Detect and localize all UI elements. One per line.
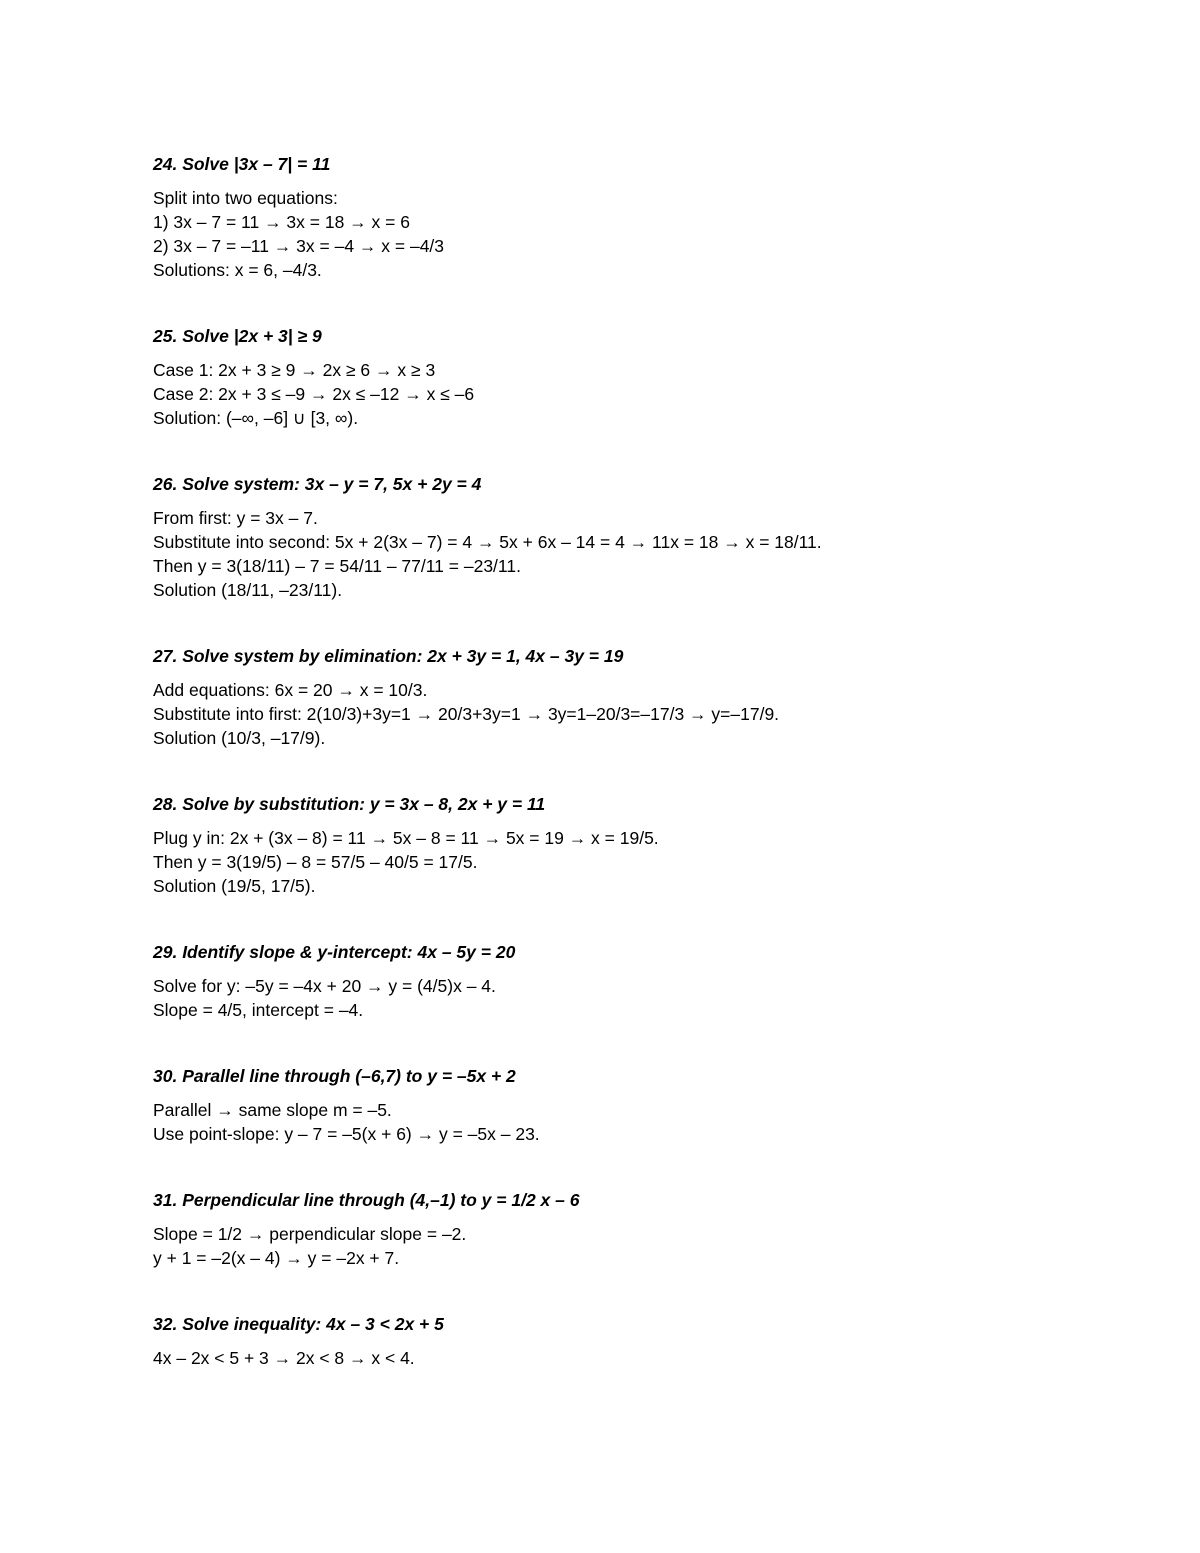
solution-line: 1) 3x – 7 = 11 → 3x = 18 → x = 6 — [153, 212, 410, 232]
spacer — [153, 602, 1153, 644]
spacer — [153, 750, 1153, 792]
problem-heading: 26. Solve system: 3x – y = 7, 5x + 2y = 4 — [153, 474, 482, 494]
solution-line: Then y = 3(19/5) – 8 = 57/5 – 40/5 = 17/5. — [153, 852, 478, 872]
solution-line: 4x – 2x < 5 + 3 → 2x < 8 → x < 4. — [153, 1348, 415, 1368]
solution-line: Solve for y: –5y = –4x + 20 → y = (4/5)x – 4. — [153, 976, 496, 996]
solution-line: Plug y in: 2x + (3x – 8) = 11 → 5x – 8 = 11 → 5x = 19 → x = 19/5. — [153, 828, 659, 848]
solution-line: Parallel → same slope m = –5. — [153, 1100, 392, 1120]
solution-line: Substitute into second: 5x + 2(3x – 7) = 4 → 5x + 6x – 14 = 4 → 11x = 18 → x = 18/11. — [153, 532, 822, 552]
problem-29 — [153, 940, 1153, 1022]
solution-line: Solution: (–∞, –6] ∪ [3, ∞). — [153, 408, 359, 428]
problem-heading: 24. Solve |3x – 7| = 11 — [153, 154, 331, 174]
problem-heading: 28. Solve by substitution: y = 3x – 8, 2x + y = 11 — [153, 794, 546, 814]
solution-line: Solution (18/11, –23/11). — [153, 580, 343, 600]
problem-heading: 29. Identify slope & y-intercept: 4x – 5y = 20 — [153, 942, 516, 962]
solution-line: Substitute into first: 2(10/3)+3y=1 → 20/3+3y=1 → 3y=1–20/3=–17/3 → y=–17/9. — [153, 704, 780, 724]
spacer — [153, 1270, 1153, 1312]
problem-31 — [153, 1188, 1153, 1270]
problem-30 — [153, 1064, 1153, 1146]
spacer — [153, 898, 1153, 940]
document-page — [153, 152, 1153, 1370]
spacer — [153, 282, 1153, 324]
solution-line: Slope = 4/5, intercept = –4. — [153, 1000, 364, 1020]
solution-line: 2) 3x – 7 = –11 → 3x = –4 → x = –4/3 — [153, 236, 445, 256]
solution-line: Solution (10/3, –17/9). — [153, 728, 326, 748]
problem-heading: 27. Solve system by elimination: 2x + 3y = 1, 4x – 3y = 19 — [153, 646, 624, 666]
problem-heading: 30. Parallel line through (–6,7) to y = –5x + 2 — [153, 1066, 516, 1086]
spacer — [153, 430, 1153, 472]
solution-line: Add equations: 6x = 20 → x = 10/3. — [153, 680, 428, 700]
spacer — [153, 1146, 1153, 1188]
spacer — [153, 1022, 1153, 1064]
solution-line: Split into two equations: — [153, 188, 338, 208]
problem-27 — [153, 644, 1153, 750]
problem-25 — [153, 324, 1153, 430]
problem-heading: 25. Solve |2x + 3| ≥ 9 — [153, 326, 322, 346]
problem-26 — [153, 472, 1153, 602]
solution-line: Solutions: x = 6, –4/3. — [153, 260, 322, 280]
solution-line: Solution (19/5, 17/5). — [153, 876, 316, 896]
solution-line: Case 2: 2x + 3 ≤ –9 → 2x ≤ –12 → x ≤ –6 — [153, 384, 475, 404]
problem-heading: 31. Perpendicular line through (4,–1) to y = 1/2 x – 6 — [153, 1190, 580, 1210]
problem-24 — [153, 152, 1153, 282]
solution-line: y + 1 = –2(x – 4) → y = –2x + 7. — [153, 1248, 400, 1268]
solution-line: Case 1: 2x + 3 ≥ 9 → 2x ≥ 6 → x ≥ 3 — [153, 360, 436, 380]
problem-heading: 32. Solve inequality: 4x – 3 < 2x + 5 — [153, 1314, 444, 1334]
solution-line: Slope = 1/2 → perpendicular slope = –2. — [153, 1224, 467, 1244]
problem-32 — [153, 1312, 1153, 1370]
solution-line: From first: y = 3x – 7. — [153, 508, 318, 528]
solution-line: Use point-slope: y – 7 = –5(x + 6) → y = –5x – 23. — [153, 1124, 540, 1144]
problem-28 — [153, 792, 1153, 898]
solution-line: Then y = 3(18/11) – 7 = 54/11 – 77/11 = –23/11. — [153, 556, 521, 576]
